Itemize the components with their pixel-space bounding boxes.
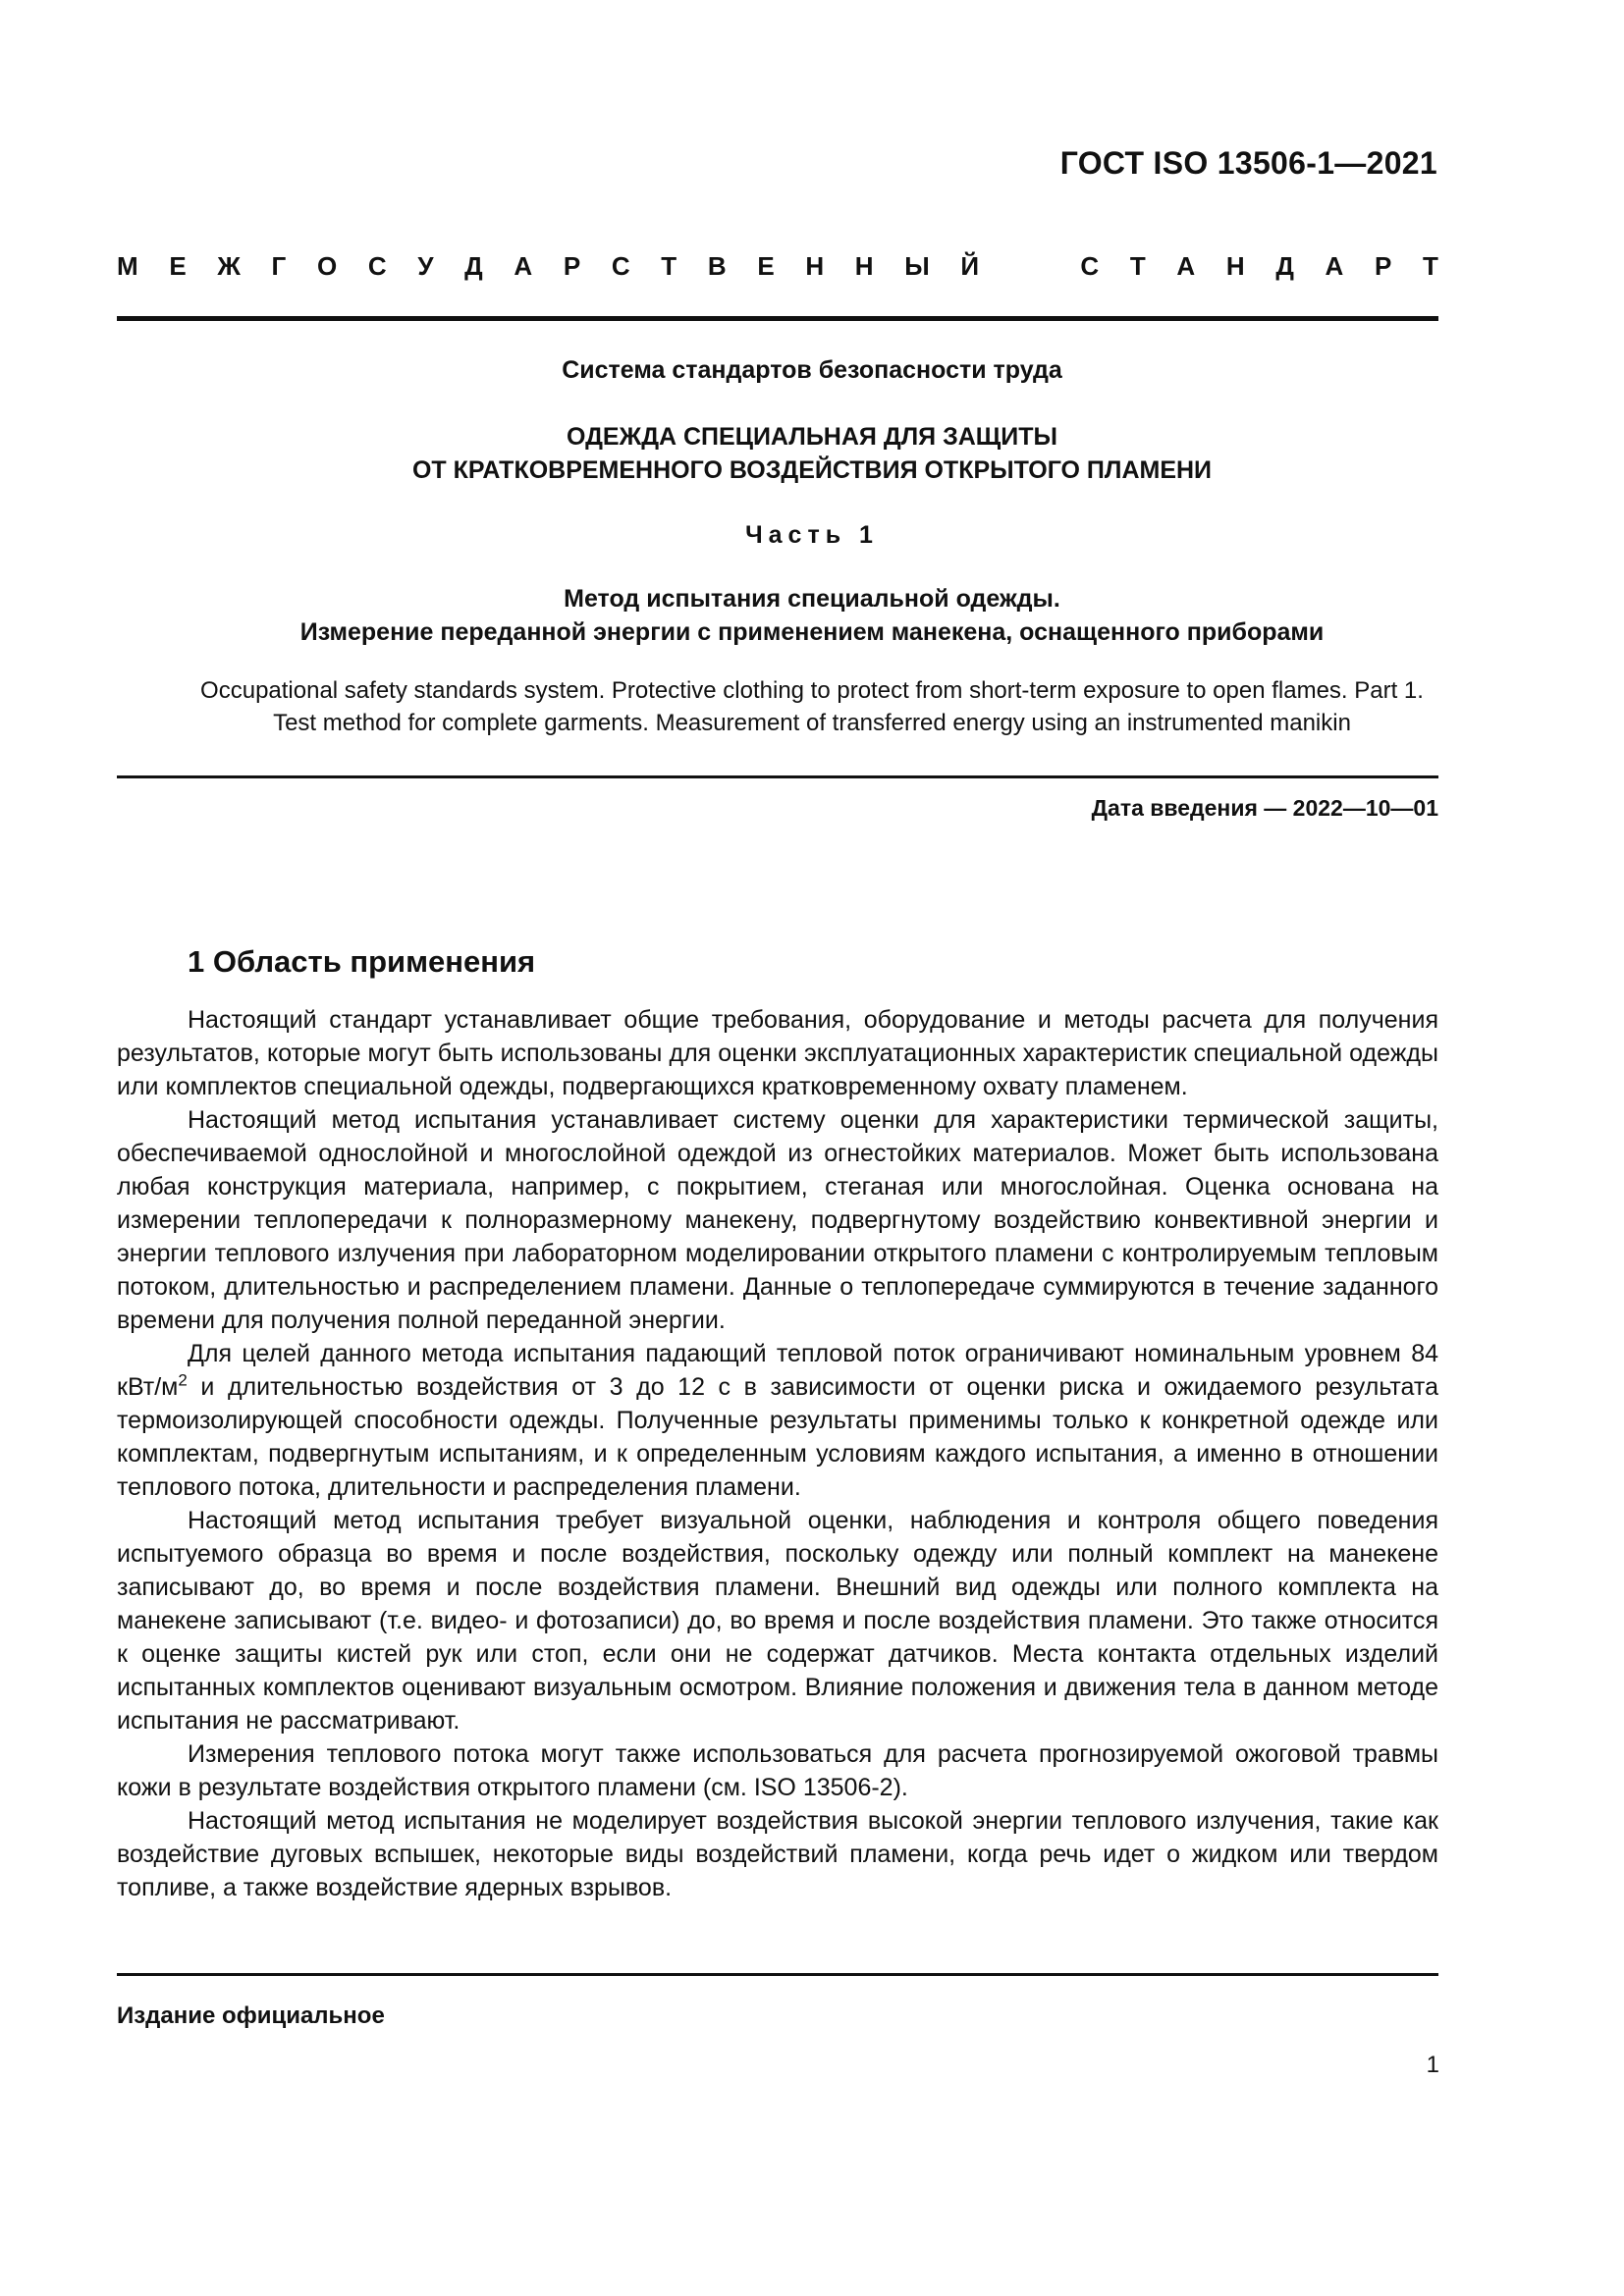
- heading-letter: О: [316, 251, 338, 281]
- paragraph-6: Настоящий метод испытания не моделирует воздействия высокой энергии теплового излучения, такие как воздействие дуговых вспышек, некоторые виды воздействий пламени, когда речь идет о жидком или твердом топливе, а также воздействие ядерных взрывов.: [117, 1807, 1438, 1901]
- english-title-line-2: Test method for complete garments. Measurement of transferred energy using an instrumented manikin: [273, 710, 1351, 736]
- heading-letter: С: [1080, 251, 1100, 281]
- paragraph-3: [117, 1337, 1438, 1504]
- heading-letter: Р: [1374, 251, 1392, 281]
- official-edition-label: Издание официальное: [117, 2002, 385, 2029]
- heading-letter: Н: [854, 251, 874, 281]
- heading-letter: Ж: [217, 251, 241, 281]
- paragraph-3-text-a: Для целей данного метода испытания падающий тепловой поток ограничивают номинальным уровнем 84 кВт/м: [117, 1340, 1438, 1401]
- paragraph-3-text-b: и длительностью воздействия от 3 до 12 с в зависимости от оценки риска и ожидаемого результата термоизолирующей способности одежды. Полученные результаты применимы только к конкретной одежде или комплектам, подвергнутым испытаниям, и к определенным условиям каждого испытания, а именно в отношении теплового потока, длительности и распределения пламени.: [117, 1373, 1438, 1501]
- header-rule: [117, 316, 1438, 321]
- section-body: [117, 1003, 1438, 1904]
- document-title-line-2: ОТ КРАТКОВРЕМЕННОГО ВОЗДЕЙСТВИЯ ОТКРЫТОГО ПЛАМЕНИ: [411, 456, 1213, 484]
- system-title: Система стандартов безопасности труда: [562, 356, 1062, 384]
- section-heading: 1 Область применения: [188, 944, 536, 979]
- heading-letter: В: [707, 251, 727, 281]
- heading-letter: Г: [271, 251, 287, 281]
- english-title-line-1: Occupational safety standards system. Protective clothing to protect from short-term exposure to open flames. Part 1.: [200, 677, 1424, 704]
- heading-letter: Т: [661, 251, 677, 281]
- heading-letter: Ы: [904, 251, 930, 281]
- heading-letter: С: [611, 251, 630, 281]
- paragraph-4: Настоящий метод испытания требует визуальной оценки, наблюдения и контроля общего поведения испытуемого образца во время и после воздействия, поскольку одежду или полный комплект на манекене записывают до, во время и после воздействия пламени. Внешний вид одежды или полного комплекта на манекене записывают (т.е. видео- и фотозаписи) до, во время и после воздействия пламени. Это также относится к оценке защиты кистей рук или стоп, если они не содержат датчиков. Места контакта отдельных изделий испытанных комплектов оценивают визуальным осмотром. Влияние положения и движения тела в данном методе испытания не рассматривают.: [117, 1507, 1438, 1735]
- heading-letter: Д: [1275, 251, 1294, 281]
- document-code: ГОСТ ISO 13506-1—2021: [1059, 145, 1437, 181]
- heading-letter: У: [417, 251, 434, 281]
- heading-letter: А: [1325, 251, 1344, 281]
- heading-letter: А: [1176, 251, 1196, 281]
- heading-letter: Д: [464, 251, 483, 281]
- superscript-2: 2: [178, 1370, 188, 1390]
- subtitle-line-1: Метод испытания специальной одежды.: [564, 585, 1060, 613]
- footer-rule: [117, 1973, 1438, 1976]
- title-rule: [117, 775, 1438, 778]
- heading-letter: С: [367, 251, 387, 281]
- heading-letter: М: [117, 251, 138, 281]
- heading-letter: Н: [805, 251, 825, 281]
- paragraph-1: Настоящий стандарт устанавливает общие требования, оборудование и методы расчета для получения результатов, которые могут быть использованы для оценки эксплуатационных характеристик специальной одежды или комплектов специальной одежды, подвергающихся кратковременному охвату пламенем.: [117, 1006, 1438, 1100]
- document-title-line-1: ОДЕЖДА СПЕЦИАЛЬНАЯ ДЛЯ ЗАЩИТЫ: [567, 423, 1057, 451]
- introduction-date: Дата введения — 2022—10—01: [1091, 795, 1438, 821]
- heading-letter: А: [514, 251, 533, 281]
- word-gap: [1010, 251, 1050, 282]
- heading-letter: Н: [1225, 251, 1245, 281]
- heading-letter: Е: [757, 251, 775, 281]
- page-number: 1: [1426, 2052, 1439, 2078]
- paragraph-5: Измерения теплового потока могут также использоваться для расчета прогнозируемой ожоговой травмы кожи в результате воздействия открытого пламени (см. ISO 13506-2).: [117, 1740, 1438, 1801]
- heading-letter: Т: [1129, 251, 1146, 281]
- heading-letter: Р: [563, 251, 581, 281]
- standard-type-heading: [117, 251, 1438, 282]
- heading-letter: Й: [960, 251, 980, 281]
- heading-letter: Т: [1423, 251, 1438, 281]
- subtitle-line-2: Измерение переданной энергии с применением манекена, оснащенного приборами: [299, 618, 1325, 646]
- english-title: [98, 674, 1526, 739]
- heading-letter: Е: [169, 251, 187, 281]
- paragraph-2: Настоящий метод испытания устанавливает систему оценки для характеристики термической защиты, обеспечиваемой однослойной и многослойной одеждой из огнестойких материалов. Может быть использована любая конструкция материала, например, с покрытием, стеганая или многослойная. Оценка основана на измерении теплопередачи к полноразмерному манекену, подвергнутому воздействию конвективной энергии и энергии теплового излучения при лабораторном моделировании открытого пламени с контролируемым тепловым потоком, длительностью и распределением пламени. Данные о теплопередаче суммируются в течение заданного времени для получения полной переданной энергии.: [117, 1106, 1438, 1334]
- part-label: Часть 1: [745, 521, 879, 549]
